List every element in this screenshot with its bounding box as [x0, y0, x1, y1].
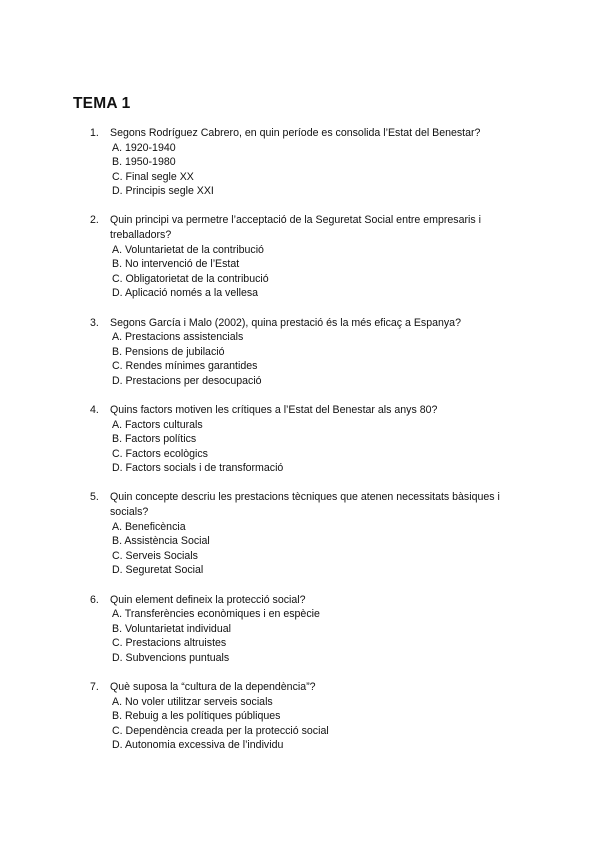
answer-option-b: B. Pensions de jubilació — [112, 345, 225, 358]
question-text: Quin element defineix la protecció social? — [110, 593, 306, 606]
answer-option-c: C. Dependència creada per la protecció social — [112, 724, 329, 737]
question-text: Quins factors motiven les crítiques a l’Estat del Benestar als anys 80? — [110, 404, 438, 416]
answer-option-d: D. Autonomia excessiva de l’individu — [112, 739, 284, 752]
question-1 — [0, 126, 600, 199]
answer-option-a: A. 1920-1940 — [112, 141, 176, 154]
answer-option-b: B. Voluntarietat individual — [112, 622, 231, 635]
answer-option-b: B. Rebuig a les polítiques públiques — [112, 710, 281, 723]
answer-option-a: A. No voler utilitzar serveis socials — [112, 695, 273, 708]
answer-option-b: B. Assistència Social — [112, 535, 210, 548]
question-number: 3. — [90, 316, 99, 329]
answer-option-b: B. Factors polítics — [112, 433, 197, 446]
answer-option-a: A. Transferències econòmiques i en espècie — [112, 608, 320, 621]
answer-option-c: C. Serveis Socials — [112, 549, 198, 562]
answer-options — [0, 243, 600, 301]
question-3 — [0, 316, 600, 389]
question-stem — [0, 680, 530, 695]
question-text: Segons García i Malo (2002), quina prestació és la més eficaç a Espanya? — [110, 316, 461, 329]
question-number: 4. — [90, 404, 99, 416]
question-4 — [0, 403, 600, 476]
question-text: Segons Rodríguez Cabrero, en quin període es consolida l’Estat del Benestar? — [110, 127, 481, 139]
question-number: 5. — [90, 491, 99, 504]
answer-option-d: D. Prestacions per desocupació — [112, 374, 262, 387]
answer-options — [0, 607, 600, 665]
answer-option-c: C. Final segle XX — [112, 170, 194, 183]
answer-option-b: B. No intervenció de l’Estat — [112, 258, 240, 271]
question-text: Quin concepte descriu les prestacions tècniques que atenen necessitats bàsiques i socials? — [110, 491, 500, 519]
answer-options — [0, 520, 600, 578]
page-title: TEMA 1 — [73, 95, 131, 112]
answer-option-a: A. Factors culturals — [112, 418, 203, 431]
answer-option-b: B. 1950-1980 — [112, 156, 176, 169]
question-stem — [0, 213, 530, 242]
answer-option-c: C. Factors ecològics — [112, 447, 208, 460]
question-stem — [0, 126, 530, 141]
question-6 — [0, 593, 600, 666]
question-number: 7. — [90, 681, 99, 693]
question-2 — [0, 213, 600, 301]
question-stem — [0, 593, 530, 608]
answer-option-c: C. Obligatorietat de la contribució — [112, 272, 269, 285]
question-text: Quin principi va permetre l’acceptació de la Seguretat Social entre empresaris i treballadors? — [110, 214, 481, 242]
question-text: Què suposa la “cultura de la dependència”? — [110, 681, 316, 693]
answer-option-d: D. Factors socials i de transformació — [112, 462, 284, 475]
answer-options — [0, 695, 600, 753]
answer-option-d: D. Subvencions puntuals — [112, 651, 230, 664]
answer-options — [0, 330, 600, 388]
question-number: 1. — [90, 127, 99, 139]
answer-option-a: A. Voluntarietat de la contribució — [112, 243, 264, 256]
question-number: 6. — [90, 593, 99, 606]
answer-option-d: D. Principis segle XXI — [112, 185, 214, 198]
question-number: 2. — [90, 214, 99, 227]
answer-option-c: C. Prestacions altruistes — [112, 637, 227, 650]
question-stem — [0, 316, 530, 331]
question-stem — [0, 403, 530, 418]
answer-option-c: C. Rendes mínimes garantides — [112, 360, 258, 373]
question-7 — [0, 680, 600, 753]
answer-options — [0, 418, 600, 476]
question-list — [0, 126, 600, 767]
question-stem — [0, 490, 530, 519]
question-5 — [0, 490, 600, 578]
answer-option-a: A. Beneficència — [112, 520, 186, 533]
answer-option-d: D. Aplicació només a la vellesa — [112, 287, 259, 300]
answer-option-d: D. Seguretat Social — [112, 564, 204, 577]
answer-option-a: A. Prestacions assistencials — [112, 331, 244, 344]
answer-options — [0, 141, 600, 199]
